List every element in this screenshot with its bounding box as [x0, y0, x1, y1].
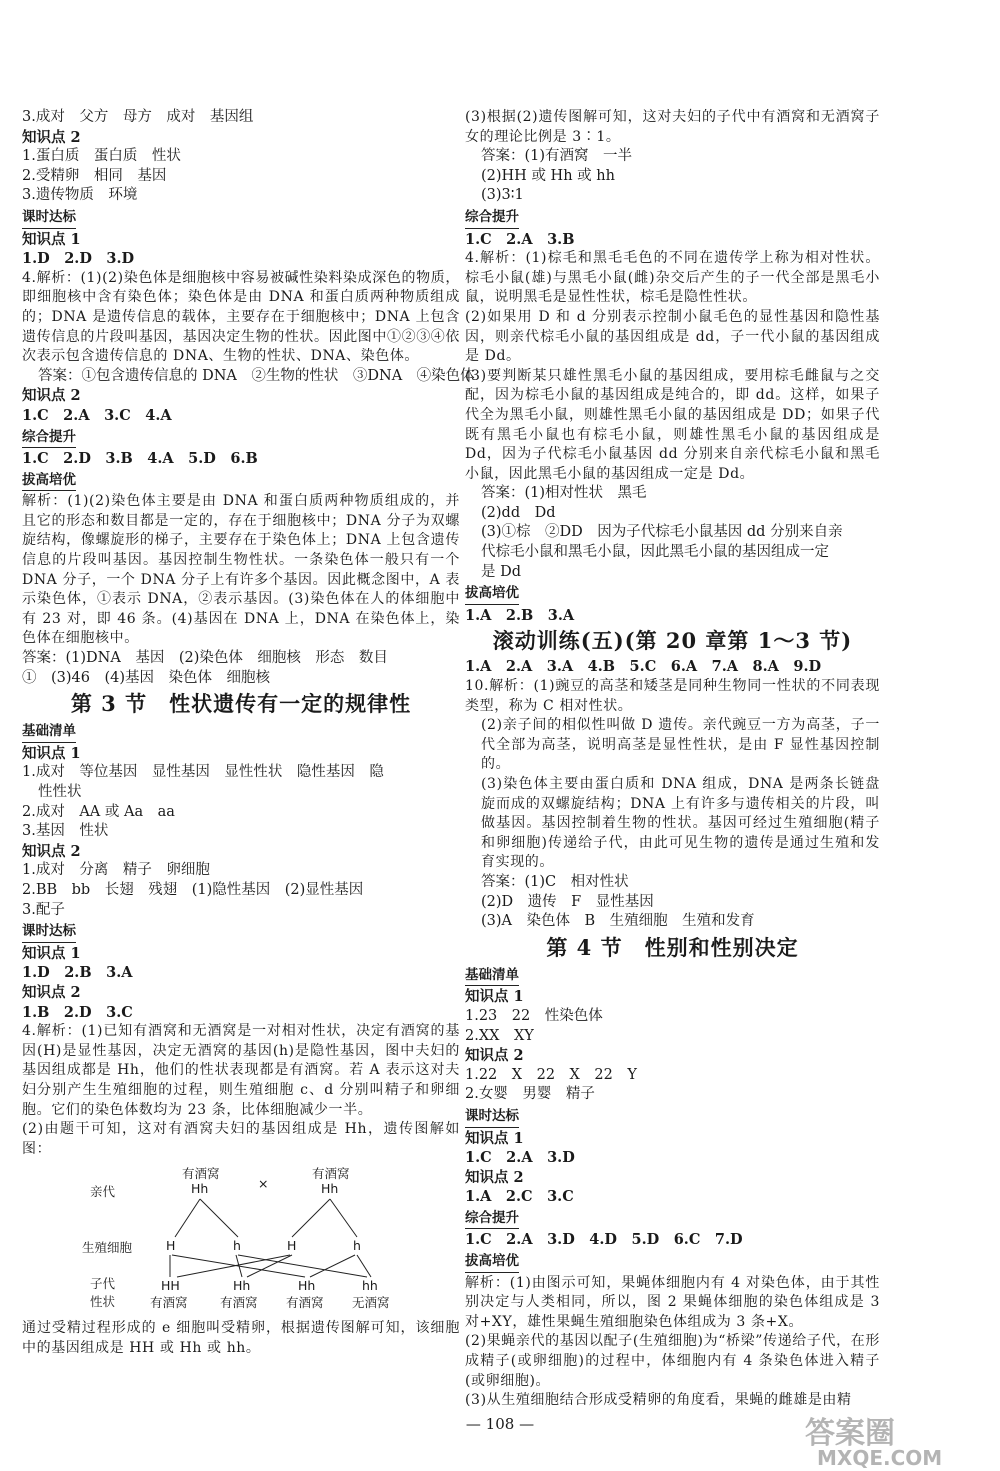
- child-trait: 有酒窝: [150, 1295, 188, 1311]
- text-line: 1.成对 分离 精子 卵细胞: [22, 862, 210, 879]
- explanation-paragraph: (2)果蝇亲代的基因以配子(生殖细胞)为“桥梁”传递给子代，在形成精子(或卵细胞)的过程中，体细胞内有 4 条染色体进入精子(或卵细胞)。: [465, 1333, 880, 1389]
- answer-line: (2)dd Dd: [481, 504, 556, 521]
- subsection-heading-row: [465, 582, 880, 606]
- subsection-heading-row: [22, 720, 460, 744]
- p1-genotype: Hh: [191, 1181, 209, 1197]
- explanation-paragraph: 10.解析：(1)豌豆的高茎和矮茎是同种生物同一性状的不同表现类型，称为 C 相对性状。: [465, 678, 880, 714]
- knowledge-point-heading: 知识点 2: [465, 1047, 524, 1065]
- answer-key-line: 1.A 2.C 3.C: [465, 1188, 574, 1206]
- child-label: 子代: [90, 1276, 116, 1292]
- subsection-heading-row: [465, 206, 880, 230]
- child-trait: 有酒窝: [220, 1295, 258, 1311]
- gamete-label: 生殖细胞: [82, 1240, 133, 1256]
- knowledge-point-heading: 知识点 1: [465, 1129, 524, 1147]
- line-p1-h: [200, 1199, 238, 1237]
- subsection-heading-row: [465, 1105, 880, 1129]
- text-line: 1.蛋白质 蛋白质 性状: [22, 148, 181, 165]
- genetic-cross-diagram: [22, 1165, 460, 1315]
- text-line: 2.成对 AA 或 Aa aa: [22, 803, 175, 820]
- left-column: [22, 108, 475, 1358]
- gamete: H: [287, 1238, 297, 1254]
- subsection-heading-row: [22, 426, 460, 450]
- child-genotype: Hh: [298, 1278, 316, 1294]
- subsection-heading: 综合提升: [465, 1209, 519, 1230]
- subsection-heading: 基础清单: [22, 722, 76, 743]
- explanation-paragraph: 解析：(1)由图示可知，果蝇体细胞内有 4 对染色体，由于其性别决定与人类相同，所以，图 2 果蝇体细胞的染色体组成是 3 对+XY，雄性果蝇生殖细胞染色体组成为 3 条+X。: [465, 1274, 880, 1330]
- text-line: ① (3)46 (4)基因 染色体 细胞核: [22, 669, 271, 686]
- answer-line: 答案：①包含遗传信息的 DNA ②生物的性状 ③DNA ④染色体: [38, 367, 475, 384]
- text-line: 1.23 22 性染色体: [465, 1007, 603, 1024]
- knowledge-point-heading: 知识点 1: [22, 944, 81, 962]
- answer-key-line: 1.C 2.A 3.D 4.D 5.D 6.C 7.D: [465, 1231, 743, 1249]
- answer-line: 答案：(1)有酒窝 一半: [481, 148, 633, 165]
- text-line: 2.受精卵 相同 基因: [22, 167, 167, 184]
- answer-line: 代棕毛小鼠和黑毛小鼠，因此黑毛小鼠的基因组成一定: [481, 544, 829, 561]
- subsection-heading: 课时达标: [22, 922, 76, 943]
- answer-key-line: 1.B 2.D 3.C: [22, 1003, 133, 1021]
- explanation-paragraph: (3)从生殖细胞结合形成受精卵的角度看，果蝇的雌雄是由精: [465, 1392, 852, 1409]
- child-trait: 有酒窝: [286, 1295, 324, 1311]
- subsection-heading-row: [465, 1207, 880, 1231]
- knowledge-point-heading: 知识点 1: [22, 230, 81, 248]
- text-line: 3.基因 性状: [22, 823, 109, 840]
- gamete: h: [353, 1238, 361, 1254]
- answer-key-line: 1.A 2.B 3.A: [465, 606, 575, 624]
- text-line: 3.成对 父方 母方 成对 基因组: [22, 109, 254, 125]
- section-title: 第 4 节 性别和性别决定: [546, 934, 799, 960]
- subsection-heading: 课时达标: [22, 208, 76, 229]
- answer-key-line: 1.A 2.A 3.A 4.B 5.C 6.A 7.A 8.A 9.D: [465, 658, 822, 676]
- text-line: 2.BB bb 长翅 残翅 (1)隐性基因 (2)显性基因: [22, 881, 364, 898]
- subsection-heading-row: [465, 1250, 880, 1274]
- text-line: 1.22 X 22 X 22 Y: [465, 1066, 637, 1083]
- answer-line: (2)D 遗传 F 显性基因: [481, 893, 654, 910]
- answer-key-line: 1.D 2.D 3.D: [22, 250, 135, 268]
- line-p1-H: [175, 1199, 200, 1237]
- subsection-heading: 基础清单: [465, 966, 519, 987]
- knowledge-point-heading: 知识点 2: [22, 842, 81, 860]
- subsection-heading-row: [22, 206, 460, 230]
- gamete: H: [166, 1238, 176, 1254]
- answer-line: (3)3∶1: [481, 187, 524, 204]
- watermark-line1: 答案圈: [805, 1416, 895, 1451]
- explanation-paragraph: 解析：(1)(2)染色体主要是由 DNA 和蛋白质两种物质组成的，并且它的形态和数目都是一定的，存在于细胞核中；DNA 分子为双螺旋结构，像螺旋形的梯子，主要存在于染色体上；DNA 上包含遗传信息的片段叫基因。基因控制生物性状。一条染色体一般只有一个 DNA 分子，一个 DNA 分子上有许多个基因。因此概念图中，A 表示染色体，①表示 DNA，②表示基因。(3)染色体在人的体细胞中有 23 对，即 46 条。(4)基因在 DNA 上，DNA 在染色体上，染色体在细胞核中。: [22, 493, 460, 647]
- explanation-paragraph: (2)如果用 D 和 d 分别表示控制小鼠毛色的显性基因和隐性基因，则亲代棕毛小鼠的基因组成是 dd，子一代小鼠的基因组成是 Dd。: [465, 308, 880, 365]
- knowledge-point-heading: 知识点 2: [465, 1168, 524, 1186]
- explanation-paragraph: 4.解析：(1)棕毛和黑毛毛色的不同在遗传学上称为相对性状。棕毛小鼠(雄)与黑毛小鼠(雌)杂交后产生的子一代全部是黑毛小鼠，说明黑毛是显性性状，棕毛是隐性性状。: [465, 250, 880, 306]
- watermark-line2: MXQE.COM: [817, 1446, 943, 1470]
- text-line: 1.成对 等位基因 显性基因 显性性状 隐性基因 隐: [22, 764, 384, 781]
- answer-line: 性性状: [38, 784, 82, 800]
- knowledge-point-heading: 知识点 1: [465, 988, 524, 1006]
- section-title: 第 3 节 性状遗传有一定的规律性: [70, 691, 412, 717]
- p2-phenotype: 有酒窝: [312, 1166, 350, 1182]
- answer-line: (2)HH 或 Hh 或 hh: [481, 167, 615, 184]
- answer-line: 答案：(1)C 相对性状: [481, 873, 629, 890]
- subsection-heading: 拔高培优: [465, 1252, 519, 1273]
- knowledge-point-heading: 知识点 2: [22, 983, 81, 1001]
- knowledge-point-heading: 知识点 1: [22, 744, 81, 762]
- subsection-heading: 课时达标: [465, 1107, 519, 1128]
- right-column: [465, 108, 880, 1411]
- child-genotype: Hh: [233, 1278, 251, 1294]
- line-p2-H: [292, 1199, 330, 1237]
- page-number: — 108 —: [465, 1415, 535, 1433]
- parent-label: 亲代: [90, 1184, 116, 1200]
- child-genotype: hh: [362, 1278, 378, 1294]
- subsection-heading: 综合提升: [22, 428, 76, 449]
- explanation-paragraph: (2)亲子间的相似性叫做 D 遗传。亲代豌豆一方为高茎，子一代全部为高茎，说明高茎是显性性状，是由 F 显性基因控制的。: [481, 717, 880, 773]
- explanation-paragraph: (2)由题干可知，这对有酒窝夫妇的基因组成是 Hh，遗传图解如图：: [22, 1121, 460, 1157]
- answer-line: (3)①棕 ②DD 因为子代棕毛小鼠基因 dd 分别来自亲: [481, 524, 843, 541]
- subsection-heading-row: [465, 964, 880, 988]
- answer-key-line: 1.D 2.B 3.A: [22, 964, 133, 982]
- trait-label: 性状: [90, 1294, 116, 1310]
- line-p2-h: [330, 1199, 357, 1237]
- watermark-logo: [795, 1408, 1000, 1471]
- answer-line: (3)A 染色体 B 生殖细胞 生殖和发育: [481, 913, 755, 930]
- answer-line: 是 Dd: [481, 563, 522, 580]
- explanation-paragraph: (3)染色体主要由蛋白质和 DNA 组成，DNA 是两条长链盘旋而成的双螺旋结构；DNA 上有许多与遗传相关的片段，叫做基因。基因控制着生物的性状。基因可经过生殖细胞(精子和卵细胞)传递给子代，由此可见生物的遗传是通过生殖和发育实现的。: [481, 776, 880, 871]
- answer-line: 答案：(1)相对性状 黑毛: [481, 485, 647, 502]
- text-line: 2.女婴 男婴 精子: [465, 1086, 595, 1103]
- answer-key-line: 1.C 2.A 3.C 4.A: [22, 406, 172, 424]
- subsection-heading: 拔高培优: [465, 584, 519, 605]
- explanation-paragraph: (3)要判断某只雄性黑毛小鼠的基因组成，要用棕毛雌鼠与之交配，因为棕毛小鼠的基因组成是纯合的，即 dd。这样，如果子代全为黑毛小鼠，则雄性黑毛小鼠的基因组成是 DD；如果子代既有黑毛小鼠也有棕毛小鼠，则雄性黑毛小鼠的基因组成是 Dd，因为子代棕毛小鼠基因 dd 分别来自亲代棕毛小鼠和黑毛小鼠，因此黑毛小鼠的基因组成一定是 Dd。: [465, 367, 880, 482]
- answer-key-line: 1.C 2.D 3.B 4.A 5.D 6.B: [22, 450, 258, 468]
- knowledge-point-heading: 知识点 2: [22, 387, 81, 405]
- knowledge-point-heading: 知识点 2: [22, 128, 81, 146]
- explanation-paragraph: 4.解析：(1)(2)染色体是细胞核中容易被碱性染料染成深色的物质，即细胞核中含有染色体；染色体是由 DNA 和蛋白质两种物质组成的；DNA 是遗传信息的载体，主要存在于细胞核中；DNA 上包含遗传信息的片段叫基因，基因决定生物的性状。因此图中①②③④依次表示包含遗传信息的 DNA、生物的性状、DNA、染色体。: [22, 269, 460, 365]
- answer-key-line: 1.C 2.A 3.B: [465, 230, 575, 248]
- text-line: 3.配子: [22, 901, 65, 918]
- child-genotype: HH: [161, 1278, 180, 1294]
- subsection-heading: 综合提升: [465, 208, 519, 229]
- subsection-heading: 拔高培优: [22, 471, 76, 492]
- explanation-paragraph: 4.解析：(1)已知有酒窝和无酒窝是一对相对性状，决定有酒窝的基因(H)是显性基因，决定无酒窝的基因(h)是隐性基因，图中夫妇的基因组成都是 Hh，他们的性状表现都是有酒窝。若 A 表示这对夫妇分别产生生殖细胞的过程，则生殖细胞 c、d 分别叫精子和卵细胞。它们的染色体数均为 23 条，比体细胞减少一半。: [22, 1023, 460, 1118]
- explanation-paragraph: (3)根据(2)遗传图解可知，这对夫妇的子代中有酒窝和无酒窝子女的理论比例是 3∶1。: [465, 109, 880, 145]
- answer-key-line: 1.C 2.A 3.D: [465, 1149, 575, 1167]
- p1-phenotype: 有酒窝: [182, 1166, 220, 1182]
- cross-symbol: ×: [258, 1176, 269, 1192]
- explanation-paragraph: 通过受精过程形成的 e 细胞叫受精卵，根据遗传图解可知，该细胞中的基因组成是 HH 或 Hh 或 hh。: [22, 1320, 460, 1356]
- section-title: 滚动训练(五)(第 20 章第 1～3 节): [492, 628, 853, 654]
- p2-genotype: Hh: [321, 1181, 339, 1197]
- subsection-heading-row: [22, 469, 460, 493]
- text-line: 3.遗传物质 环境: [22, 187, 138, 204]
- subsection-heading-row: [22, 920, 460, 944]
- child-trait: 无酒窝: [352, 1295, 390, 1311]
- text-line: 2.XX XY: [465, 1027, 534, 1044]
- text-line: 答案：(1)DNA 基因 (2)染色体 细胞核 形态 数目: [22, 650, 388, 667]
- gamete: h: [233, 1238, 241, 1254]
- line-h2-hh: [357, 1255, 371, 1277]
